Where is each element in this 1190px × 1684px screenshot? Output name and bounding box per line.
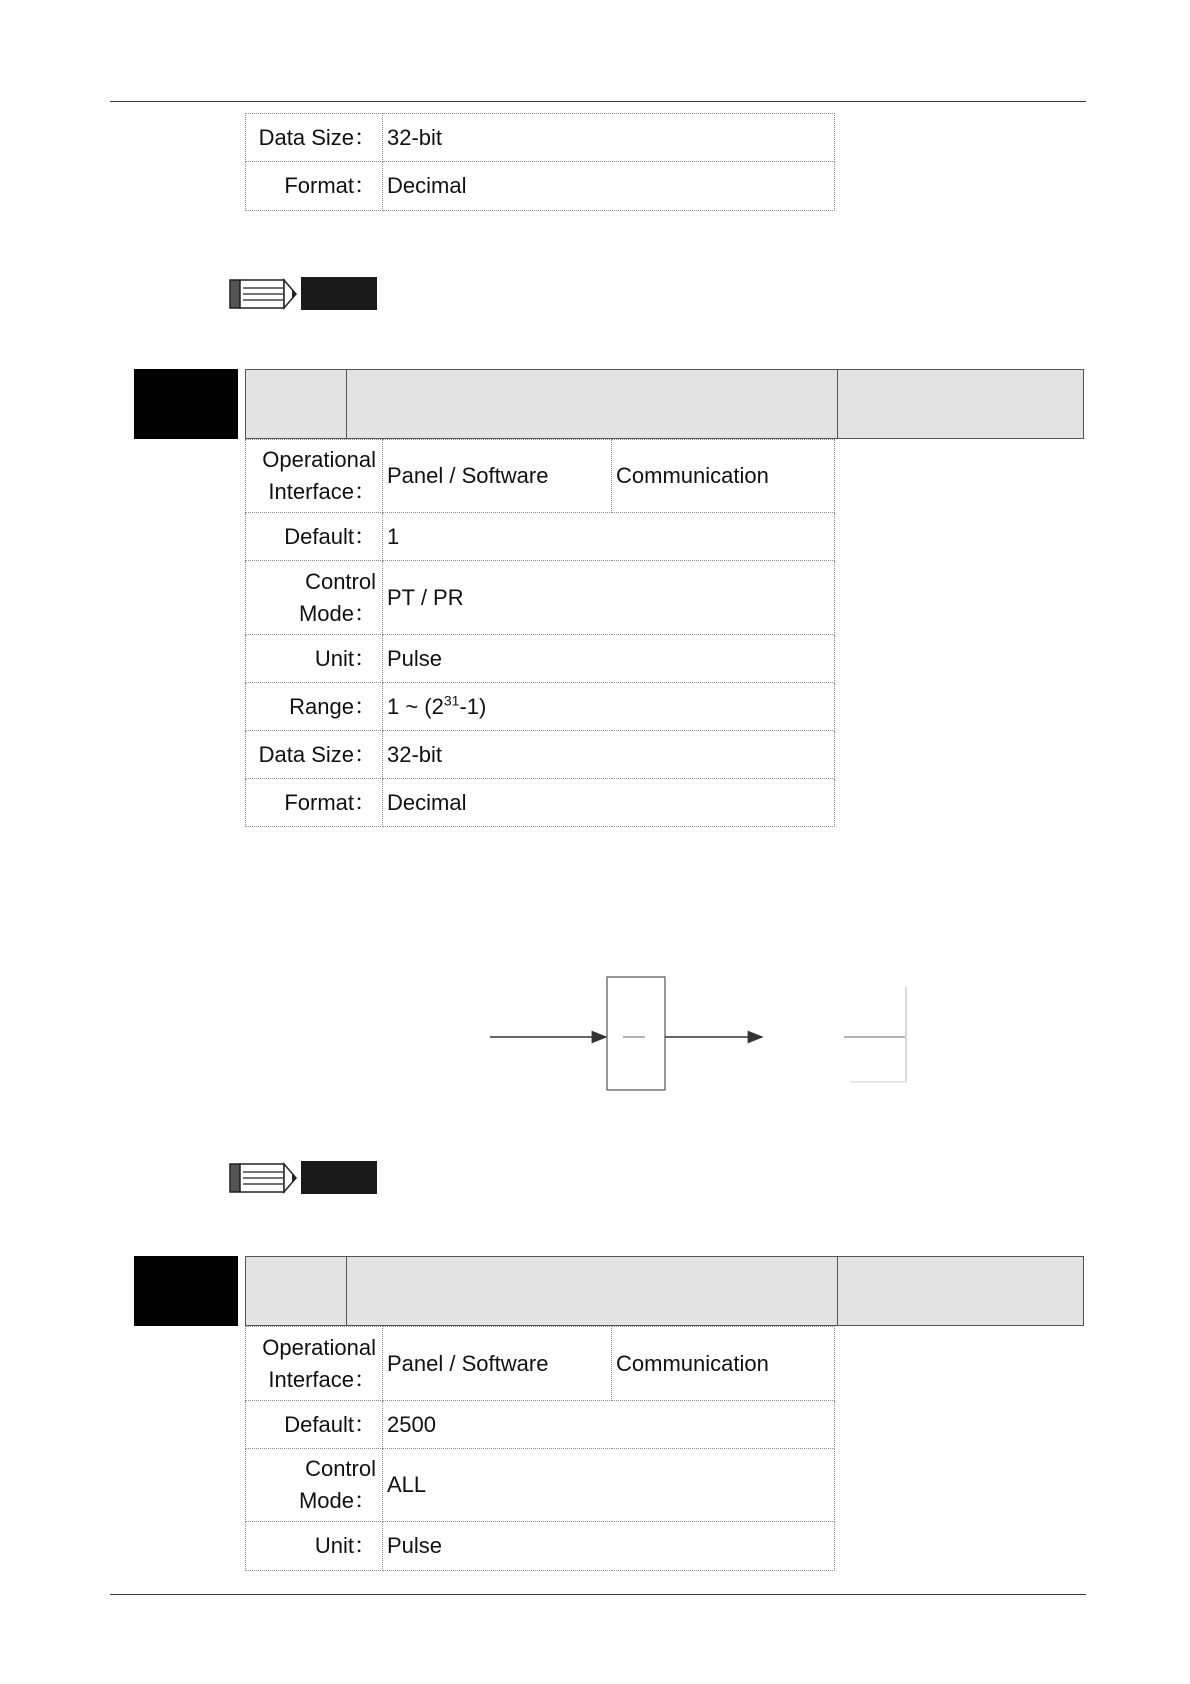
param1-table [245,439,835,827]
bottom-rule [110,1594,1086,1595]
param-header [245,369,1084,439]
param-header [245,1256,1084,1326]
label-line: Interface： [268,479,376,504]
label-line: Operational [262,447,376,472]
divider-block [607,977,665,1090]
range-value [383,683,835,731]
header-divider [837,1257,838,1325]
format-label: Format： [246,162,383,211]
range-exponent: 31 [443,692,460,709]
header-divider [346,370,347,438]
interface-panel-value: Panel / Software [383,1327,612,1401]
interface-communication-value: Communication [612,1327,835,1401]
label-line: Mode： [298,1488,376,1513]
unit-label: Unit： [246,635,383,683]
operational-interface-label [246,1327,383,1401]
label-line: Control [305,568,376,594]
interface-communication-value: Communication [612,440,835,513]
interface-panel-value: Panel / Software [383,440,612,513]
note-label-bar [301,277,377,310]
param-code-block [134,1256,238,1326]
default-label: Default： [246,1401,383,1449]
range-pre: 1 ~ (2 [387,693,444,719]
unit-label: Unit： [246,1522,383,1571]
label-line: Mode： [298,600,376,626]
param-code-block [134,369,238,439]
label-line: Control [305,1456,376,1481]
header-divider [346,1257,347,1325]
range-label: Range： [246,683,383,731]
control-mode-label [246,561,383,635]
data-size-label: Data Size： [246,731,383,779]
default-label: Default： [246,513,383,561]
header-divider [837,370,838,438]
param2-table [245,1326,835,1571]
control-mode-label [246,1449,383,1522]
default-value: 1 [383,513,835,561]
control-mode-value: PT / PR [383,561,835,635]
format-value: Decimal [383,779,835,827]
control-mode-value: ALL [383,1449,835,1522]
data-size-label: Data Size： [246,114,383,162]
note-label-bar [301,1161,377,1194]
range-post: -1) [459,693,487,719]
format-label: Format： [246,779,383,827]
pencil-note-icon [229,277,297,311]
format-value: Decimal [383,162,835,211]
unit-value: Pulse [383,1522,835,1571]
data-size-value: 32-bit [383,114,835,162]
default-value: 2500 [383,1401,835,1449]
top-param-table [245,113,835,211]
data-size-value: 32-bit [383,731,835,779]
top-rule [110,101,1086,102]
signal-diagram [480,970,920,1100]
operational-interface-label [246,440,383,513]
label-line: Operational [262,1334,376,1360]
pencil-note-icon [229,1161,297,1195]
unit-value: Pulse [383,635,835,683]
label-line: Interface： [268,1366,376,1392]
